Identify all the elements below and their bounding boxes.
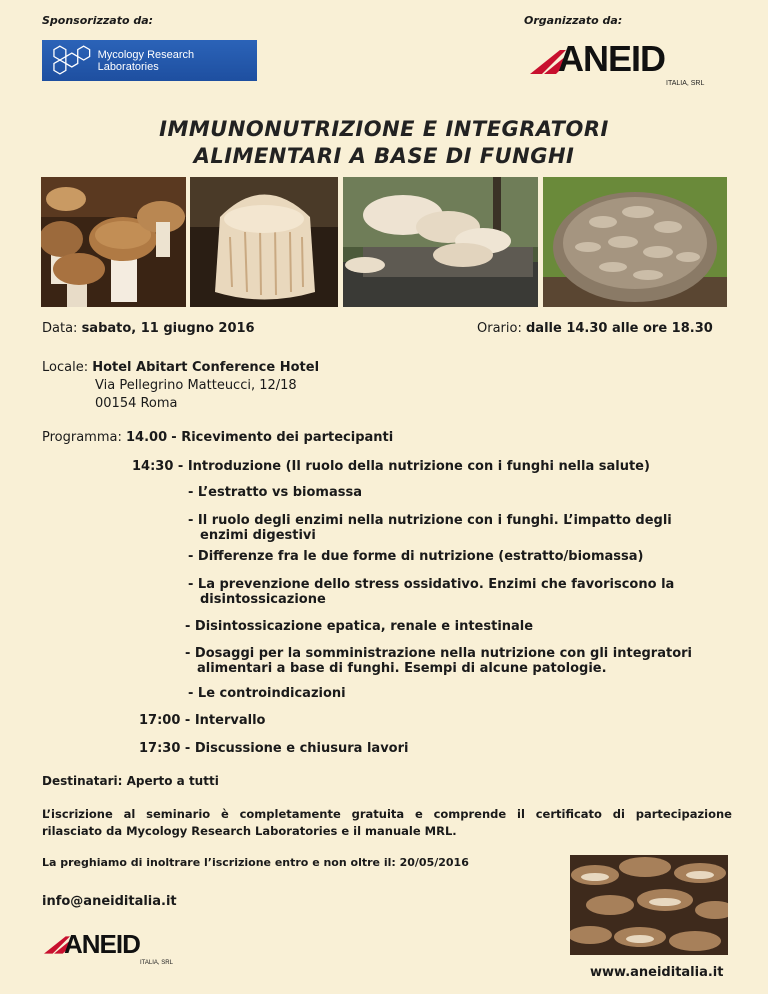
- program-subitem-line: - Il ruolo degli enzimi nella nutrizione con i funghi. L’impatto degli: [188, 513, 672, 528]
- program-row-3: [139, 713, 265, 728]
- program-row-1: [42, 430, 393, 446]
- program-subitem: - Disintossicazione epatica, renale e intestinale: [185, 619, 534, 634]
- aneid-logo-header: [530, 40, 720, 90]
- program-subitem: [185, 646, 692, 676]
- page-title-line1: IMMUNONUTRIZIONE E INTEGRATORI: [159, 117, 609, 141]
- hexagon-molecule-icon: [48, 42, 96, 80]
- time-row: [477, 321, 713, 337]
- deadline-text: La preghiamo di inoltrare l’iscrizione entro e non oltre il: 20/05/2016: [42, 856, 469, 869]
- venue-address-line1: Via Pellegrino Matteucci, 12/18: [95, 378, 297, 393]
- email-link[interactable]: info@aneiditalia.it: [42, 894, 177, 909]
- aneid-logo-sub: ITALIA, SRL: [140, 960, 173, 966]
- enrollment-line1: L’iscrizione al seminario è completamente gratuita e comprende il certificato di partecipazione: [42, 807, 732, 821]
- program-subitem-line: - La prevenzione dello stress ossidativo. Enzimi che favoriscono la: [188, 577, 675, 592]
- aneid-logo-sub: ITALIA, SRL: [666, 80, 705, 87]
- program-row-2: [132, 459, 650, 474]
- program-subitem: - Le controindicazioni: [188, 686, 346, 701]
- program-time: 17:30: [139, 741, 181, 756]
- enrollment-line2: rilasciato da Mycology Research Laboratories e il manuale MRL.: [42, 824, 457, 838]
- venue-row: [42, 360, 319, 376]
- program-subitem: - L’estratto vs biomassa: [188, 485, 362, 500]
- date-label: Data:: [42, 321, 78, 336]
- maitake-mushroom-photo: [543, 177, 727, 307]
- aneid-logo-text: ANEID: [558, 38, 666, 79]
- oyster-mushroom-photo: [343, 177, 538, 307]
- page-title-line2: ALIMENTARI A BASE DI FUNGHI: [193, 144, 575, 168]
- program-text: - Discussione e chiusura lavori: [184, 741, 409, 756]
- program-time: 17:00: [139, 713, 181, 728]
- program-text: - Intervallo: [184, 713, 266, 728]
- sponsor-label: Sponsorizzato da:: [42, 14, 154, 27]
- venue-name: Hotel Abitart Conference Hotel: [92, 360, 320, 375]
- program-time: 14.00: [126, 430, 168, 445]
- button-mushroom-photo: [41, 177, 186, 307]
- program-row-4: [139, 741, 408, 756]
- venue-address-line2: 00154 Roma: [95, 396, 178, 411]
- mycology-research-logo: [42, 40, 257, 81]
- program-subitem-line: alimentari a base di funghi. Esempi di alcune patologie.: [197, 661, 607, 676]
- time-label: Orario:: [477, 321, 522, 336]
- lions-mane-photo: [190, 177, 338, 307]
- program-subitem-line: enzimi digestivi: [200, 528, 316, 543]
- program-time: 14:30: [132, 459, 174, 474]
- date-row: [42, 321, 255, 337]
- venue-label: Locale:: [42, 360, 89, 375]
- shiitake-mushroom-photo: [570, 855, 728, 955]
- program-text: - Introduzione (Il ruolo della nutrizione con i funghi nella salute): [177, 459, 650, 474]
- program-subitem: [188, 577, 674, 607]
- date-value: sabato, 11 giugno 2016: [81, 321, 255, 336]
- organizer-label: Organizzato da:: [524, 14, 623, 27]
- program-subitem: [188, 513, 672, 543]
- program-label: Programma:: [42, 430, 122, 445]
- program-text: - Ricevimento dei partecipanti: [171, 430, 394, 445]
- time-value: dalle 14.30 alle ore 18.30: [525, 321, 713, 336]
- website-link[interactable]: www.aneiditalia.it: [590, 965, 724, 980]
- program-subitem: - Differenze fra le due forme di nutrizione (estratto/biomassa): [188, 549, 644, 564]
- program-subitem-line: - Dosaggi per la somministrazione nella nutrizione con gli integratori: [185, 646, 693, 661]
- program-subitem-line: disintossicazione: [200, 592, 326, 607]
- aneid-logo-text: ANEID: [64, 929, 140, 959]
- audience-text: Destinatari: Aperto a tutti: [42, 774, 219, 788]
- aneid-logo-footer: [44, 930, 184, 970]
- sponsor-logo-text: Mycology Research Laboratories: [97, 48, 195, 73]
